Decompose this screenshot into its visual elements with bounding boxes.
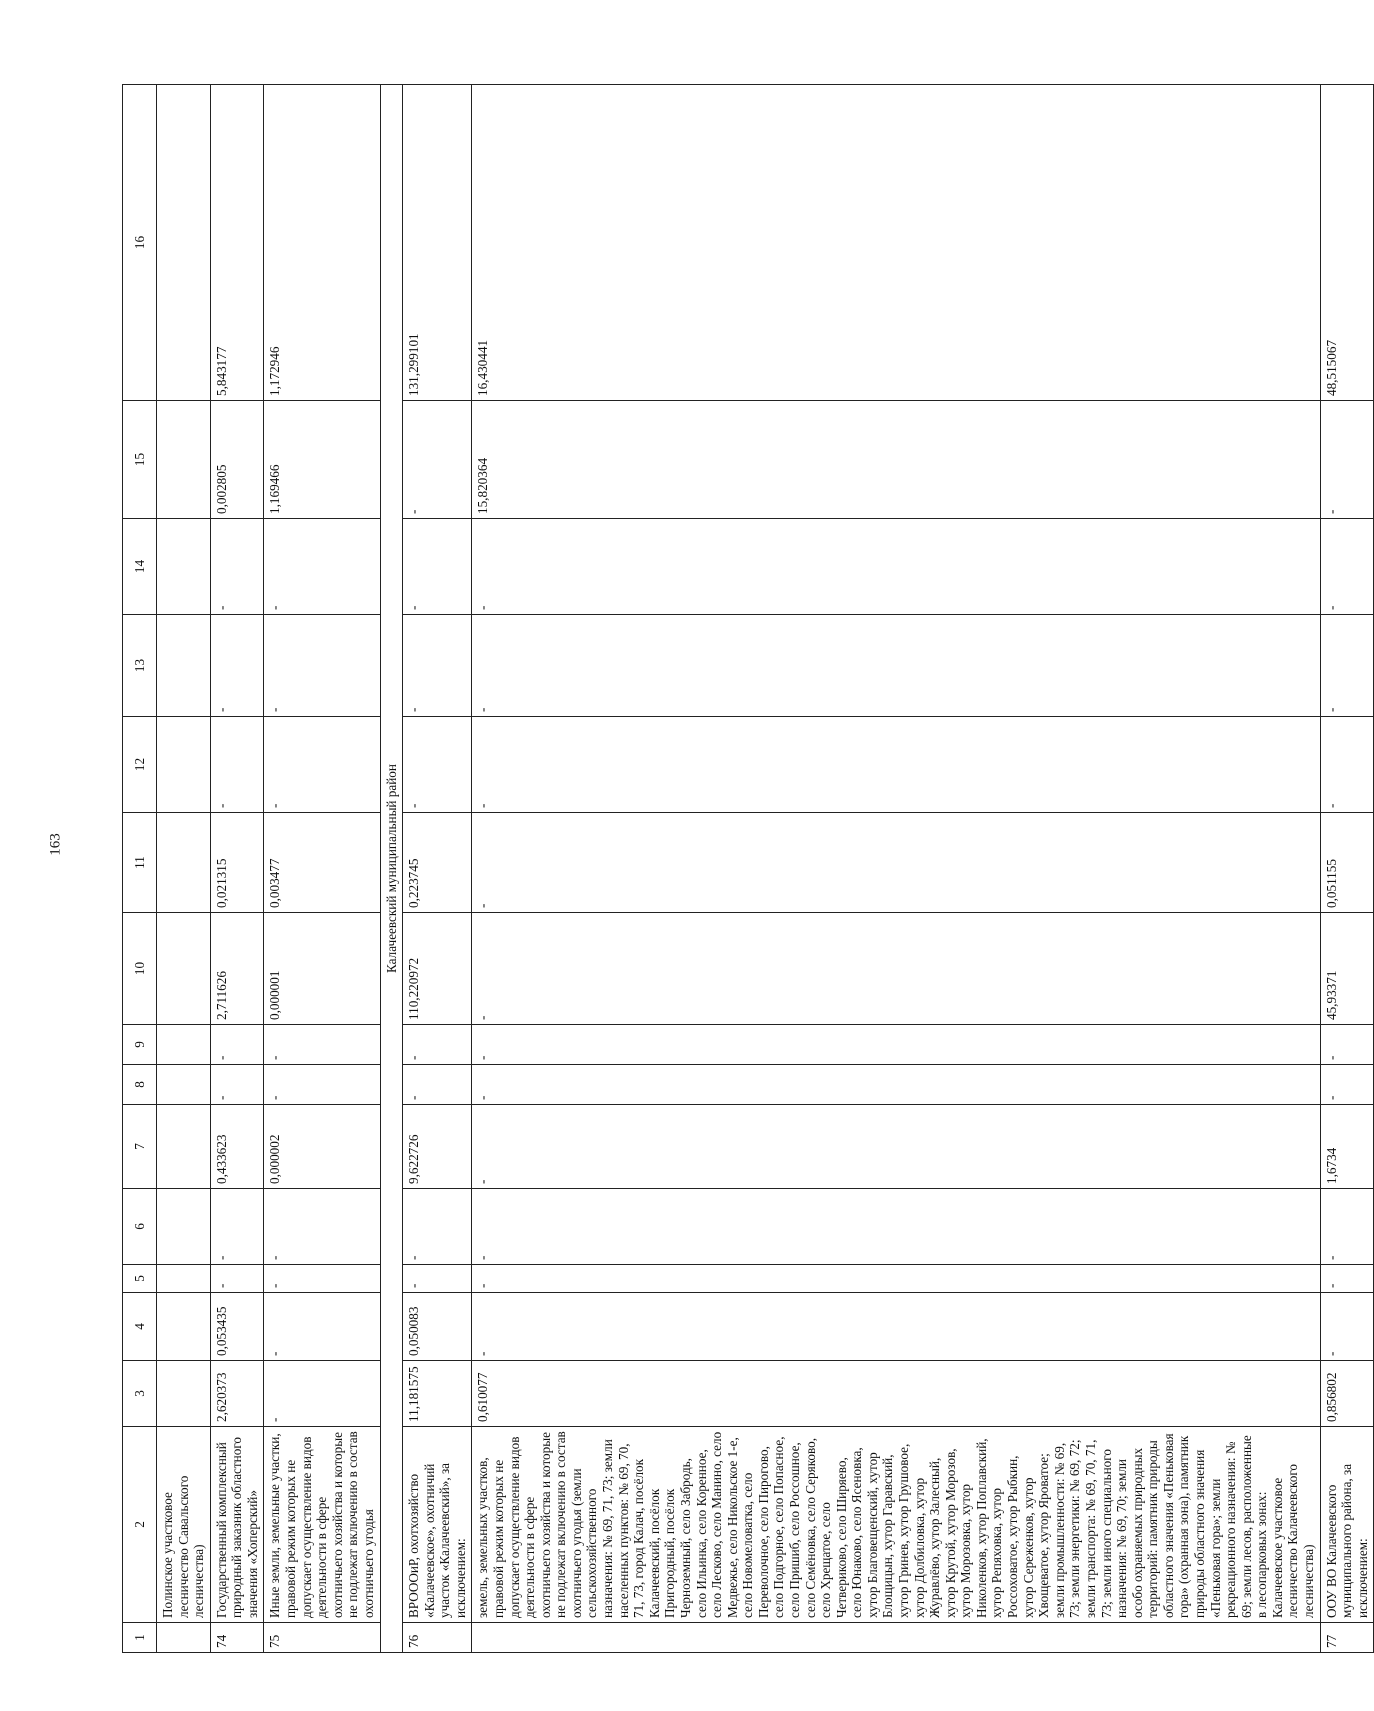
row-number xyxy=(472,1623,1320,1653)
table-cell: 16,430441 xyxy=(472,85,1320,401)
table-cell: 5,843177 xyxy=(210,85,264,401)
table-cell: - xyxy=(264,615,380,717)
table-cell: 45,93371 xyxy=(1320,913,1374,1025)
table-cell: - xyxy=(472,813,1320,913)
table-cell: - xyxy=(472,717,1320,813)
table-cell: - xyxy=(210,519,264,615)
table-cell: - xyxy=(472,1025,1320,1065)
header-cell: 12 xyxy=(123,717,157,813)
table-cell xyxy=(157,1189,211,1265)
table-cell: 131,299101 xyxy=(403,85,472,401)
table-cell: - xyxy=(1320,1293,1374,1361)
table-cell: 110,220972 xyxy=(403,913,472,1025)
row-number xyxy=(157,1623,211,1653)
row-number: 74 xyxy=(210,1623,264,1653)
table-cell: - xyxy=(403,1025,472,1065)
table-cell: 48,515067 xyxy=(1320,85,1374,401)
table-cell xyxy=(157,1025,211,1065)
header-cell: 7 xyxy=(123,1105,157,1189)
table-cell: - xyxy=(264,1265,380,1293)
table-cell xyxy=(157,717,211,813)
table-cell: - xyxy=(264,1025,380,1065)
header-cell: 13 xyxy=(123,615,157,717)
row-number: 77 xyxy=(1320,1623,1374,1653)
table-cell: - xyxy=(403,401,472,519)
table-cell xyxy=(157,519,211,615)
header-cell: 1 xyxy=(123,1623,157,1653)
table-cell: - xyxy=(264,1065,380,1105)
table-cell: - xyxy=(1320,615,1374,717)
row-name: ВРОООиР, охотхозяйство «Калачеевское», охотничий участок «Калачеевский», за исключением: xyxy=(403,1427,472,1623)
table-cell: 0,000002 xyxy=(264,1105,380,1189)
header-cell: 5 xyxy=(123,1265,157,1293)
table-cell: - xyxy=(264,1361,380,1427)
table-cell: - xyxy=(472,615,1320,717)
table-cell: 2,711626 xyxy=(210,913,264,1025)
row-number: 76 xyxy=(403,1623,472,1653)
table-cell: 0,433623 xyxy=(210,1105,264,1189)
table-cell: 0,610077 xyxy=(472,1361,1320,1427)
table-cell: - xyxy=(264,717,380,813)
header-cell: 6 xyxy=(123,1189,157,1265)
header-cell: 4 xyxy=(123,1293,157,1361)
row-name: Иные земли, земельные участки, правовой режим которых не допускает осуществление видов деятельности в сфере охотничьего хозяйства и которые не подлежат включению в состав охотничьего угодья xyxy=(264,1427,380,1623)
header-cell: 10 xyxy=(123,913,157,1025)
table-cell: - xyxy=(264,1189,380,1265)
table-cell: 11,181575 xyxy=(403,1361,472,1427)
table-cell: - xyxy=(403,519,472,615)
table-cell xyxy=(157,401,211,519)
table-cell xyxy=(157,85,211,401)
table-cell: 0,000001 xyxy=(264,913,380,1025)
table-cell: - xyxy=(210,717,264,813)
table-cell xyxy=(157,1265,211,1293)
table-cell: 1,169466 xyxy=(264,401,380,519)
table-cell: 0,003477 xyxy=(264,813,380,913)
table-cell: 0,223745 xyxy=(403,813,472,913)
section-row xyxy=(380,85,403,1653)
table-cell: - xyxy=(1320,1189,1374,1265)
table-cell xyxy=(157,1065,211,1105)
table-cell: - xyxy=(264,1293,380,1361)
row-name: Полинское участковое лесничество Савальского лесничества) xyxy=(157,1427,211,1623)
header-cell: 15 xyxy=(123,401,157,519)
row-name: Государственный комплексный природный заказник областного значения «Хоперский» xyxy=(210,1427,264,1623)
table-cell: - xyxy=(1320,1065,1374,1105)
table-cell: 0,051155 xyxy=(1320,813,1374,913)
table-cell: - xyxy=(1320,717,1374,813)
table-cell: 1,172946 xyxy=(264,85,380,401)
table-cell xyxy=(157,1293,211,1361)
table-cell: - xyxy=(210,1025,264,1065)
header-cell: 11 xyxy=(123,813,157,913)
table-cell xyxy=(157,913,211,1025)
header-cell: 8 xyxy=(123,1065,157,1105)
table-row xyxy=(472,85,1320,1653)
table-cell: - xyxy=(1320,1265,1374,1293)
table-cell xyxy=(157,1361,211,1427)
table-cell: - xyxy=(264,519,380,615)
table-cell: - xyxy=(403,1265,472,1293)
rotated-table-frame xyxy=(122,85,1370,1653)
row-number: 75 xyxy=(264,1623,380,1653)
table-cell xyxy=(157,1105,211,1189)
table-cell: - xyxy=(472,1293,1320,1361)
table-cell: - xyxy=(403,615,472,717)
header-cell: 9 xyxy=(123,1025,157,1065)
table-cell: - xyxy=(472,519,1320,615)
header-cell: 16 xyxy=(123,85,157,401)
table-row xyxy=(210,85,264,1653)
table-cell: 1,6734 xyxy=(1320,1105,1374,1189)
table-cell: - xyxy=(472,1065,1320,1105)
header-row xyxy=(123,85,157,1653)
table-cell: - xyxy=(403,717,472,813)
table-cell: - xyxy=(472,913,1320,1025)
table-cell: - xyxy=(210,1189,264,1265)
table-cell: - xyxy=(472,1189,1320,1265)
table-cell: - xyxy=(1320,519,1374,615)
row-name: ООУ ВО Калачеевского муниципального района, за исключением: xyxy=(1320,1427,1374,1623)
table-cell: 15,820364 xyxy=(472,401,1320,519)
table-row xyxy=(1320,85,1374,1653)
section-title: Калачеевский муниципальный район xyxy=(380,85,403,1653)
table-cell: - xyxy=(472,1105,1320,1189)
table-cell: 9,622726 xyxy=(403,1105,472,1189)
hunting-grounds-table xyxy=(122,84,1374,1653)
page-number: 163 xyxy=(47,833,64,856)
table-cell: - xyxy=(210,615,264,717)
header-cell: 3 xyxy=(123,1361,157,1427)
table-cell: 0,053435 xyxy=(210,1293,264,1361)
header-cell: 14 xyxy=(123,519,157,615)
table-cell xyxy=(157,813,211,913)
table-cell: 0,050083 xyxy=(403,1293,472,1361)
table-cell: - xyxy=(1320,401,1374,519)
table-cell: - xyxy=(472,1265,1320,1293)
table-cell xyxy=(157,615,211,717)
table-row xyxy=(157,85,211,1653)
row-name: земель, земельных участков, правовой режим которых не допускает осуществление видов деятельности в сфере охотничьего хозяйства и которые не подлежат включению в состав охотничьего угодья (земли сельскохозяйственного назначения: № 69, 71, 73; земли населенных пунктов: № 69, 70, 71, 73, город Калач, посёлок Калачеевский, посёлок Пригородный, посёлок Черноземный, село Забродь, село Ильинка, село Коренное, село Лесково, село Манино, село Медвежье, село Никольское 1-е, село Новомеловатка, село Переволочное, село Пирогово, село Подгорное, село Попасное, село Пришиб, село Россошное, село Семёновка, село Серяково, село Хрещатое, село Четвериково, село Ширяево, село Юнаково, село Ясеновка, хутор Благовещенский, хутор Блощицын, хутор Гаравский, хутор Гринев, хутор Грушовое, хутор Долбиловка, хутор Журавлёво, хутор Залесный, хутор Крутой, хутор Морозов, хутор Морозовка, хутор Николенков, хутор Поплавский, хутор Репяховка, хутор Россоховатое, хутор Рыбкин, хутор Сереженков, хутор Хвощеватое, хутор Яроватое; земли промышленности: № 69, 73; земли энергетики: № 69, 72; земли транспорта: № 69, 70, 71, 73; земли иного специального назначения: № 69, 70; земли особо охраняемых природных территорий: памятник природы областного значения «Пеньковая гора» (охранная зона), памятник природы областного значения «Пеньковая гора»; земли рекреационного назначения: № 69; земли лесов, расположенные в лесопарковых зонах: Калачеевское участковое лесничество Калачеевского лесничества) xyxy=(472,1427,1320,1623)
table-cell: 0,021315 xyxy=(210,813,264,913)
table-cell: 2,620373 xyxy=(210,1361,264,1427)
table-cell: - xyxy=(1320,1025,1374,1065)
table-cell: - xyxy=(210,1265,264,1293)
table-row xyxy=(264,85,380,1653)
table-cell: - xyxy=(403,1065,472,1105)
table-cell: - xyxy=(210,1065,264,1105)
table-cell: 0,002805 xyxy=(210,401,264,519)
table-cell: - xyxy=(403,1189,472,1265)
header-cell: 2 xyxy=(123,1427,157,1623)
table-row xyxy=(403,85,472,1653)
table-cell: 0,856802 xyxy=(1320,1361,1374,1427)
